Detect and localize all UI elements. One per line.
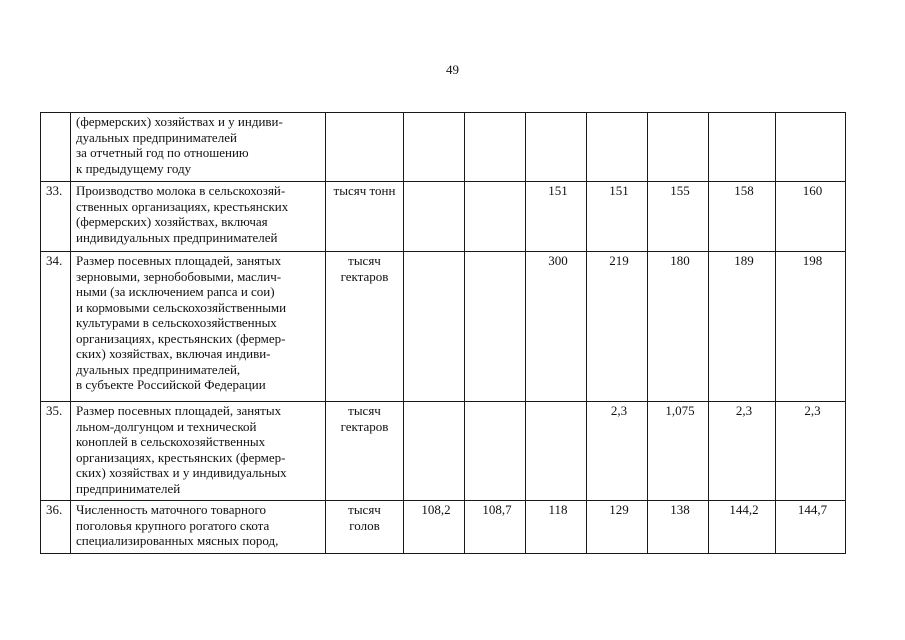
- value-cell: 2,3: [709, 402, 776, 501]
- row-number: [41, 113, 71, 182]
- unit-line: тысяч: [348, 502, 381, 517]
- value-cell: 160: [776, 182, 846, 252]
- indicator-name-line: (фермерских) хозяйствах, включая: [76, 214, 268, 229]
- indicator-name-line: поголовья крупного рогатого скота: [76, 517, 270, 533]
- unit-line: гектаров: [340, 268, 389, 284]
- value-cell: [404, 113, 465, 182]
- value-cell: [648, 113, 709, 182]
- value-cell: 129: [587, 501, 648, 554]
- indicator-name-line: культурами в сельскохозяйственных: [76, 315, 277, 330]
- value-cell: 155: [648, 182, 709, 252]
- value-cell: [465, 402, 526, 501]
- indicator-name: [71, 501, 326, 554]
- indicator-name-line: и кормовыми сельскохозяйственными: [76, 299, 287, 315]
- value-cell: [465, 182, 526, 252]
- value-cell: [526, 113, 587, 182]
- unit-line: голов: [349, 517, 380, 533]
- indicator-name-line: Размер посевных площадей, занятых: [76, 253, 282, 268]
- table-row: [41, 113, 846, 182]
- indicator-name: [71, 182, 326, 252]
- indicator-name-line: Размер посевных площадей, занятых: [76, 403, 282, 418]
- value-cell: 151: [587, 182, 648, 252]
- indicator-name-line: Численность маточного товарного: [76, 502, 267, 517]
- value-cell: [776, 113, 846, 182]
- value-cell: 198: [776, 252, 846, 402]
- value-cell: 108,7: [465, 501, 526, 554]
- indicator-name-line: (фермерских) хозяйствах и у индиви-: [76, 114, 283, 129]
- value-cell: 219: [587, 252, 648, 402]
- indicator-name-line: предпринимателей: [76, 480, 181, 496]
- value-cell: 151: [526, 182, 587, 252]
- indicator-name-line: ственных организациях, крестьянских: [76, 198, 289, 214]
- value-cell: [404, 252, 465, 402]
- indicator-name-line: дуальных предпринимателей,: [76, 361, 241, 377]
- indicator-name: [71, 252, 326, 402]
- indicators-table: [40, 112, 846, 554]
- page-number: 49: [446, 62, 459, 77]
- value-cell: [404, 182, 465, 252]
- value-cell: 138: [648, 501, 709, 554]
- indicator-name-line: организациях, крестьянских (фермер-: [76, 330, 286, 346]
- indicator-name-line: индивидуальных предпринимателей: [76, 229, 278, 245]
- value-cell: 189: [709, 252, 776, 402]
- indicator-name-line: специализированных мясных пород,: [76, 533, 279, 548]
- value-cell: 144,2: [709, 501, 776, 554]
- value-cell: [587, 113, 648, 182]
- indicator-name-line: к предыдущему году: [76, 160, 192, 176]
- indicator-name: [71, 402, 326, 501]
- value-cell: 2,3: [776, 402, 846, 501]
- row-number: 36.: [41, 501, 71, 554]
- indicator-name-line: организациях, крестьянских (фермер-: [76, 449, 286, 465]
- indicator-name: [71, 113, 326, 182]
- value-cell: [465, 113, 526, 182]
- indicator-name-line: зерновыми, зернобобовыми, маслич-: [76, 268, 282, 284]
- indicator-name-line: ских) хозяйствах и у индивидуальных: [76, 465, 287, 480]
- value-cell: 144,7: [776, 501, 846, 554]
- row-number: 35.: [41, 402, 71, 501]
- value-cell: 2,3: [587, 402, 648, 501]
- indicator-name-line: ских) хозяйствах, включая индиви-: [76, 346, 271, 361]
- unit-of-measure: [326, 252, 404, 402]
- row-number: 34.: [41, 252, 71, 402]
- value-cell: [404, 402, 465, 501]
- indicator-name-line: льном-долгунцом и технической: [76, 418, 257, 434]
- unit-of-measure: [326, 402, 404, 501]
- unit-line: тысяч: [348, 403, 381, 418]
- indicator-name-line: за отчетный год по отношению: [76, 145, 249, 160]
- unit-of-measure: [326, 501, 404, 554]
- unit-of-measure: [326, 113, 404, 182]
- value-cell: 180: [648, 252, 709, 402]
- value-cell: [709, 113, 776, 182]
- table-row: [41, 182, 846, 252]
- unit-line: тысяч тонн: [333, 183, 396, 198]
- value-cell: 108,2: [404, 501, 465, 554]
- value-cell: 1,075: [648, 402, 709, 501]
- value-cell: [526, 402, 587, 501]
- value-cell: 300: [526, 252, 587, 402]
- table-row: [41, 252, 846, 402]
- unit-of-measure: [326, 182, 404, 252]
- indicator-name-line: в субъекте Российской Федерации: [76, 377, 266, 392]
- indicator-name-line: ными (за исключением рапса и сои): [76, 284, 275, 299]
- value-cell: [465, 252, 526, 402]
- table-row: [41, 501, 846, 554]
- unit-line: гектаров: [340, 418, 389, 434]
- unit-line: тысяч: [348, 253, 381, 268]
- indicator-name-line: Производство молока в сельскохозяй-: [76, 183, 286, 198]
- table-row: [41, 402, 846, 501]
- value-cell: 118: [526, 501, 587, 554]
- indicator-name-line: коноплей в сельскохозяйственных: [76, 434, 266, 449]
- row-number: 33.: [41, 182, 71, 252]
- value-cell: 158: [709, 182, 776, 252]
- indicator-name-line: дуальных предпринимателей: [76, 129, 237, 145]
